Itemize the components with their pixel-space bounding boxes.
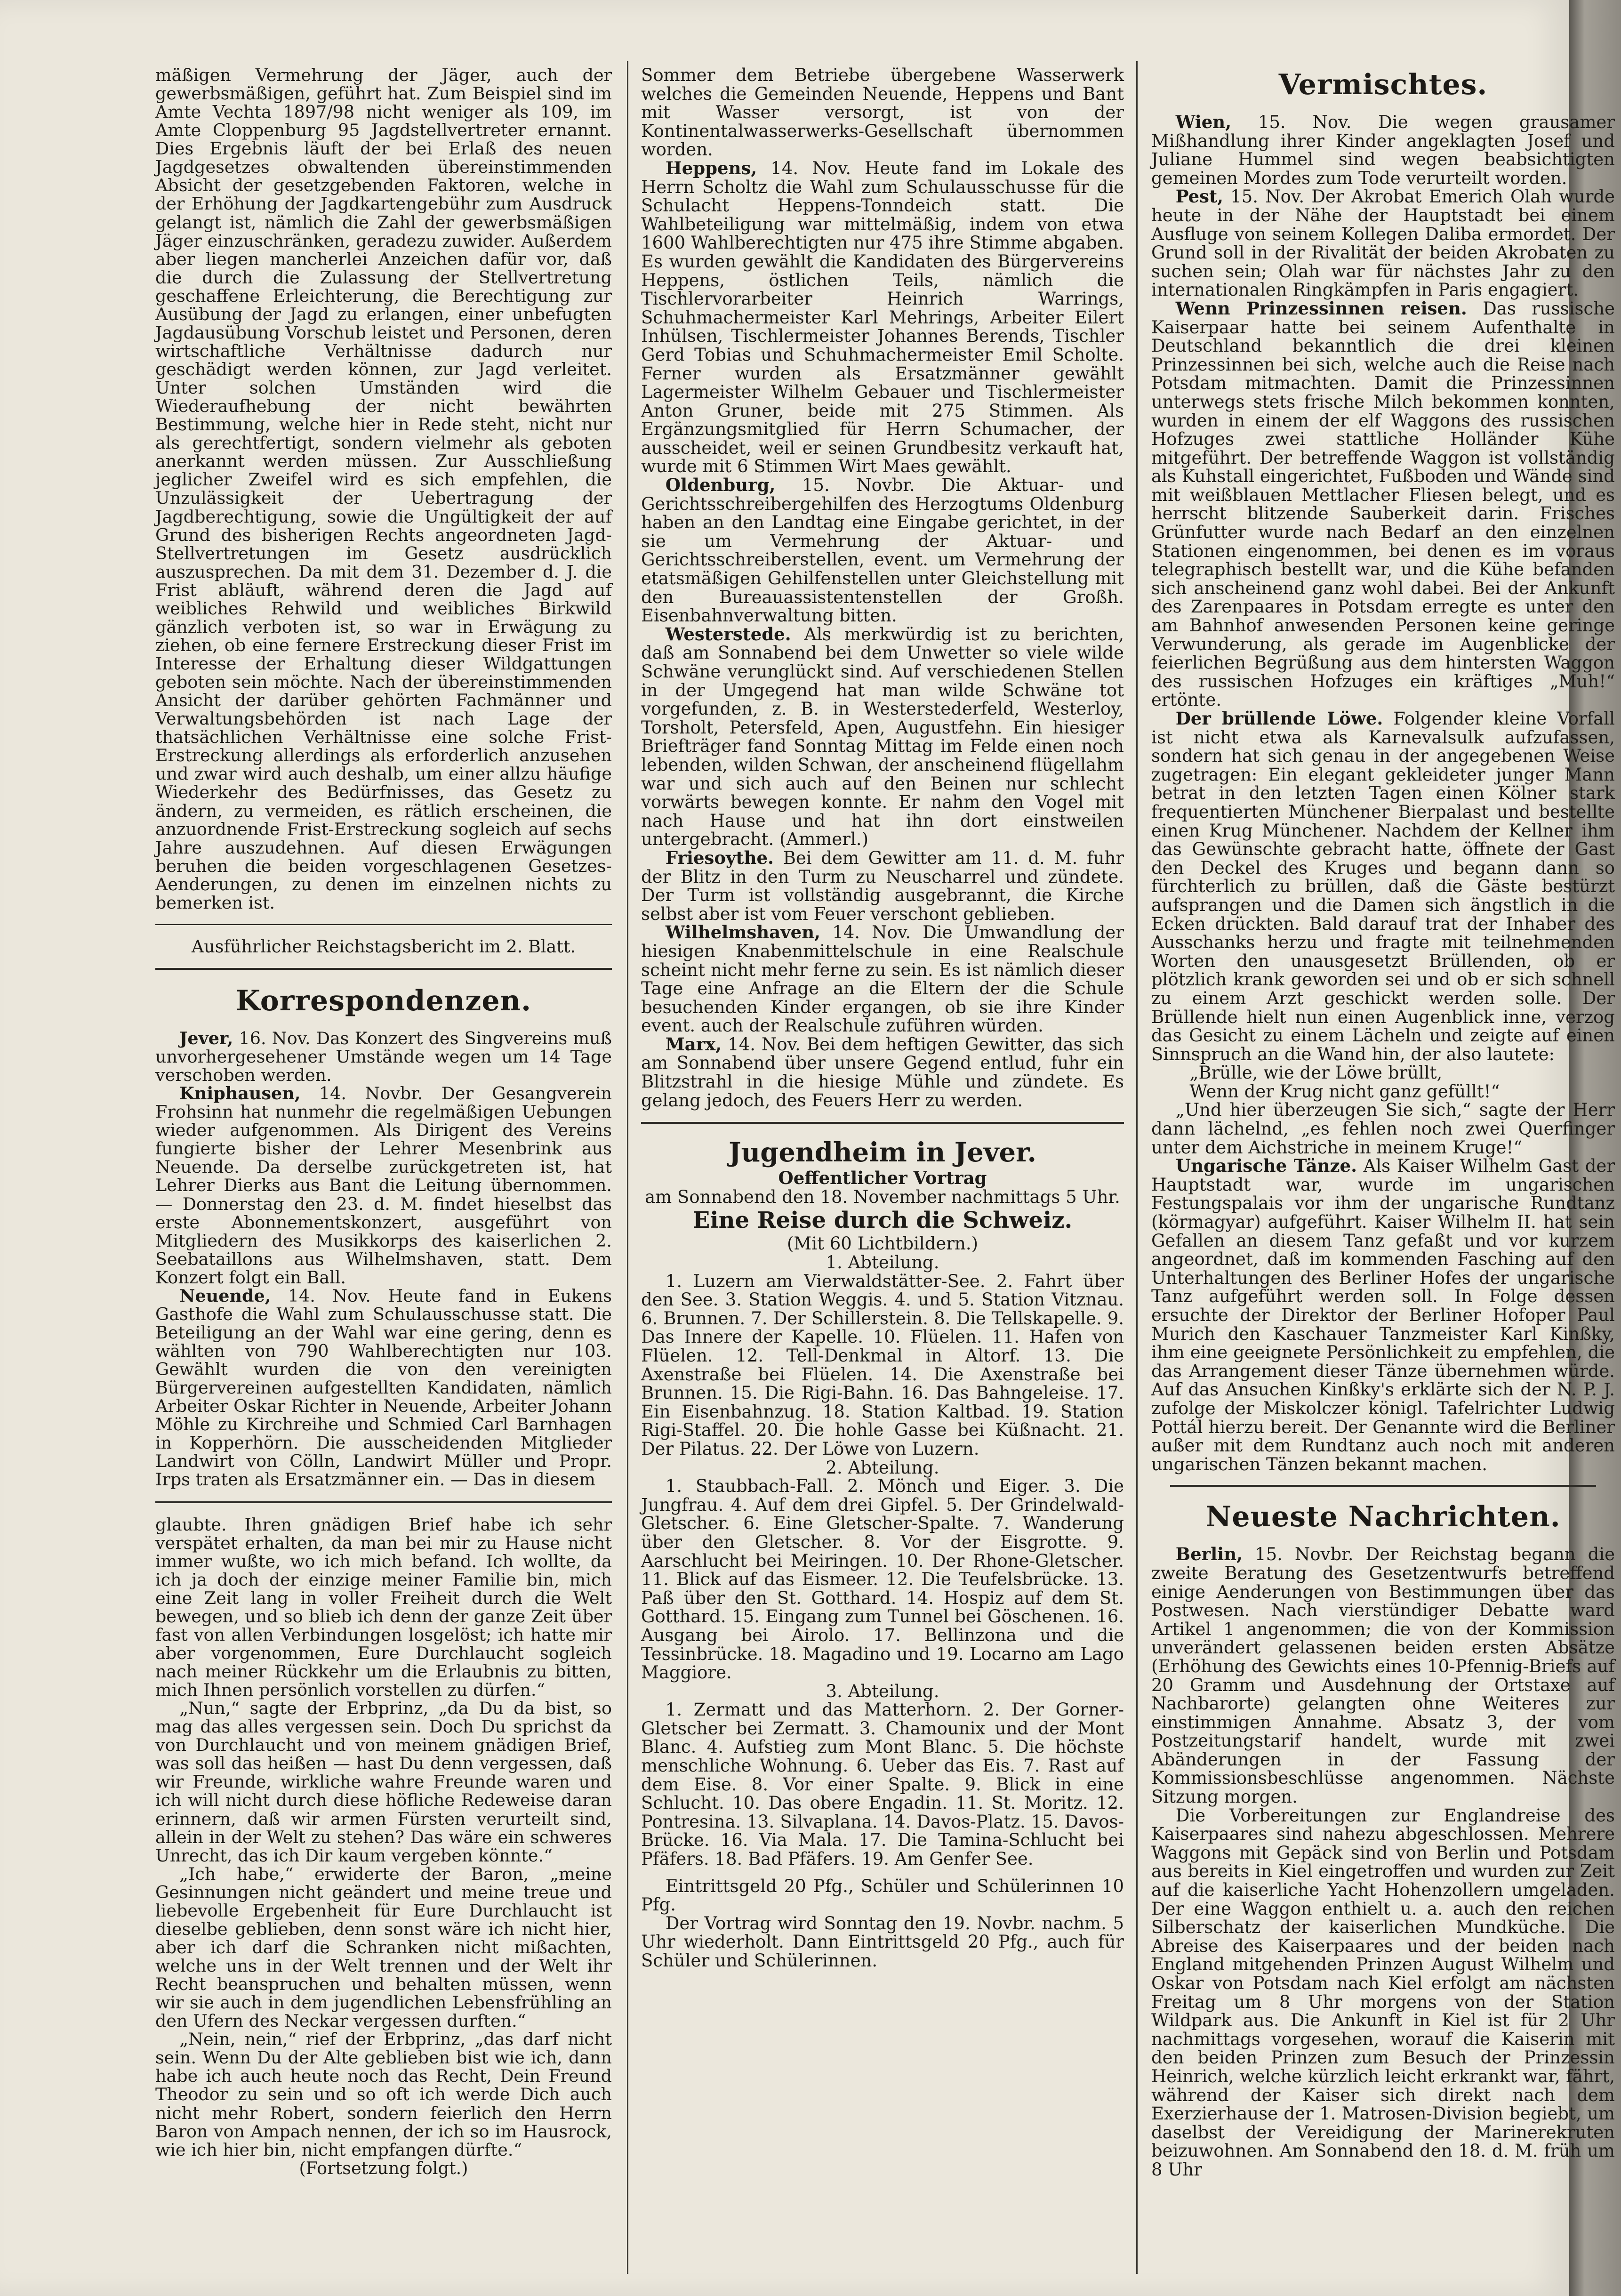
dateline: Kniphausen, xyxy=(179,1083,301,1104)
section-label: 3. Abteilung. xyxy=(826,1681,939,1701)
section-heading-korrespondenzen: Korrespondenzen. xyxy=(235,984,532,1017)
dateline: Heppens, xyxy=(665,157,757,178)
dateline: Pest, xyxy=(1175,186,1223,207)
item-text: Folgender kleine Vorfall ist nicht etwa als Karnevalsulk aufzufassen, sondern hat sich genau in der angegebenen Weise zugetragen: Ein elegant gekleideter junger Mann betrat in den letzten Tagen einen Kölner stark frequentierten Münchener Bierpalast und bestellte einen Krug Münchener. Nachdem der Kellner ihm das Gewünschte gebracht hatte, öffnete der Gast den Deckel des Kruges und begann dann so fürchterlich zu brüllen, daß die Gäste bestürzt aufsprangen und die Damen sich ängstlich in die Ecken drückten. Bald darauf trat der Inhaber des Ausschanks herzu und fragte mit teilnehmenden Worten den unausgesetzt Brüllenden, ob er plötzlich krank geworden sei und ob er sich schnell zu einem Arzt geschickt werden solle. Der Brüllende hielt nun einen Augenblick inne, verzog das Gesicht zu einem Lächeln und zeigte auf einen Sinnspruch an die Wand hin, der also lautete: xyxy=(1151,709,1615,1064)
section-heading-vermischtes: Vermischtes. xyxy=(1278,68,1488,101)
ad-subtitle: Oeffentlicher Vortrag xyxy=(778,1168,987,1189)
column-rule xyxy=(1136,61,1138,2274)
serial-paragraph: „Nun,“ sagte der Erbprinz, „da Du da bist, so mag das alles vergessen sein. Doch Du sprichst da von Durchlaucht und von meinem gnädigen Brief, was soll das heißen — hast Du denn vergessen, daß wir Freunde, wirkliche wahre Freunde waren und ich will nicht durch diese höfliche Redeweise daran erinnern, daß wir armen Fürsten verurteilt sind, allein in der Welt zu stehen? Das wäre ein schweres Unrecht, das ich Dir kaum vergeben könnte.“ xyxy=(155,1698,612,1866)
divider xyxy=(155,1501,612,1503)
item-prinzessinnen xyxy=(1151,299,1615,709)
report-wilhelmshaven xyxy=(641,923,1124,1035)
report-text: 16. Nov. Das Konzert des Singvereins muß unvorhergesehener Umstände wegen um 14 Tage verschoben werden. xyxy=(155,1028,612,1086)
item-pest xyxy=(1151,187,1615,299)
report-text: 14. Novbr. Der Gesangverein Frohsinn hat nunmehr die regelmäßigen Uebungen wieder aufgenommen. Als Dirigent des Vereins fungierte bisher der Lehrer Mesenbrink aus Neuende. Da derselbe zurückgetreten ist, hat Lehrer Dierks aus Bant die Leitung übernommen. — Donnerstag den 23. d. M. findet hieselbst das erste Abonnementskonzert, ausgeführt von Mitgliedern des Musikkorps des kaiserlichen 2. Seebataillons aus Wilhelmshaven, statt. Dem Konzert folgt ein Ball. xyxy=(155,1083,612,1288)
column-rule xyxy=(627,61,628,2274)
ad-main-title: Eine Reise durch die Schweiz. xyxy=(692,1207,1073,1234)
dateline: Marx, xyxy=(665,1033,722,1055)
verse-line: „Brülle, wie der Löwe brüllt, xyxy=(1189,1063,1443,1083)
ad-date: am Sonnabend den 18. November nachmittags 5 Uhr. xyxy=(645,1186,1120,1207)
report-text: Als merkwürdig ist zu berichten, daß am Sonnabend bei dem Unwetter so viele wilde Schwäne verunglückt sind. Auf verschiedenen Stellen in der Umgegend hat man wilde Schwäne tot vorgefunden, z. B. in Westerstederfeld, Westerloy, Torsholt, Petersfeld, Apen, Augustfehn. Ein hiesiger Briefträger fand Sonntag Mittag im Felde einen noch lebenden, wilden Schwan, der anscheinend flügellahm war und sich auch auf den Beinen nur schlecht vorwärts bewegen konnte. Er nahm den Vogel mit nach Hause und hat ihn dort einstweilen untergebracht. (Ammerl.) xyxy=(641,624,1124,850)
dateline: Wilhelmshaven, xyxy=(665,922,820,943)
dateline: Der brüllende Löwe. xyxy=(1175,708,1383,729)
news-text: Die Vorbereitungen zur Englandreise des Kaiserpaares sind nahezu abgeschlossen. Mehrere Waggons mit Gepäck sind von Berlin und Potsdam aus bereits in Kiel eingetroffen und wurden zur Zeit auf die kaiserliche Yacht Hohenzollern umgeladen. Der eine Waggon enthielt u. a. auch den reichen Silberschatz der kaiserlichen Mundküche. Die Abreise des Kaiserpaares und der beiden nach England mitgehenden Prinzen August Wilhelm und Oskar von Potsdam nach Kiel erfolgt am nächsten Freitag um 8 Uhr morgens von der Station Wildpark aus. Die Ankunft in Kiel ist für 2 Uhr nachmittags vorgesehen, worauf die Kaiserin mit den beiden Prinzen zum Besuch der Prinzessin Heinrich, welche kürzlich leicht erkrankt war, fährt, während der Kaiser sich direkt nach dem Exerzierhause der 1. Matrosen-Division begiebt, um daselbst der Vereidigung der Marinerekruten beizuwohnen. Am Sonnabend den 18. d. M. früh um 8 Uhr xyxy=(1151,1805,1615,2180)
report-text: 14. Nov. Heute fand im Lokale des Herrn Scholtz die Wahl zum Schulausschusse für die Schulacht Heppens-Tonndeich statt. Die Wahlbeteiligung war mittelmäßig, indem von etwa 1600 Wahlberechtigten nur 475 ihre Stimme abgaben. Es wurden gewählt die Kandidaten des Bürgervereins Heppens, östlichen Teils, nämlich die Tischlervorarbeiter Heinrich Warrings, Schuhmachermeister Karl Mehrings, Arbeiter Eilert Inhülsen, Tischlermeister Johannes Berends, Tischler Gerd Tobias und Schuhmachermeister Emil Scholte. Ferner wurden als Ersatzmänner gewählt Lagermeister Wilhelm Gebauer und Tischlermeister Anton Gruner, beide mit 275 Stimmen. Als Ergänzungsmitglied für Herrn Schumacher, der ausscheidet, weil er seinen Grundbesitz verkauft hat, wurde mit 6 Stimmen Wirt Maes gewählt. xyxy=(641,158,1124,477)
report-heppens xyxy=(641,159,1124,476)
item-text: 15. Nov. Die wegen grausamer Mißhandlung ihrer Kinder angeklagten Josef und Juliane Hummel sind wegen beabsichtigten gemeinen Mordes zum Tode verurteilt worden. xyxy=(1151,112,1615,188)
report-kniphausen xyxy=(155,1084,612,1287)
item-loewe xyxy=(1151,709,1615,1063)
ad-images-note: (Mit 60 Lichtbildern.) xyxy=(786,1233,979,1254)
divider xyxy=(641,1122,1124,1124)
report-jever xyxy=(155,1029,612,1084)
item-text: Als Kaiser Wilhelm Gast der Hauptstadt war, wurde im ungarischen Festungspalais vor ihm der ungarische Rundtanz (körmagyar) aufgeführt. Kaiser Wilhelm II. hat sein Gefallen an diesem Tanz gefaßt und vor kurzem angeordnet, daß im kommenden Fasching auf den Unterhaltungen des Berliner Hofes der ungarische Tanz aufgeführt werden soll. In Folge dessen ersuchte der Direktor der Berliner Hofoper Paul Murich den Kaschauer Tanzmeister Karl Kinßky, ihm eine geeignete Persönlichkeit zu empfehlen, die das Arrangement dieser Tänze übernehmen würde. Auf das Ansuchen Kinßky's erklärte sich der N. P. J. zufolge der Miskolczer königl. Tafelrichter Ludwig Pottál hierzu bereit. Der Genannte wird die Berliner außer mit dem Rundtanz auch noch mit anderen ungarischen Tänzen bekannt machen. xyxy=(1151,1156,1615,1474)
serial-paragraph: glaubte. Ihren gnädigen Brief habe ich sehr verspätet erhalten, da man bei mir zu Hause nicht immer wußte, wo ich mich befand. Ich wollte, da ich ja doch der einzige meiner Familie bin, mich eine Zeit lang in voller Freiheit durch die Welt bewegen, und so blieb ich denn der ganze Zeit über fast von allen Verbindungen losgelöst; ich hatte mir aber vorgenommen, Eure Durchlaucht sogleich nach meiner Rückkehr um die Erlaubnis zu bitten, mich Ihnen persönlich vorstellen zu dürfen.“ xyxy=(155,1514,612,1700)
report-text: 14. Nov. Heute fand in Eukens Gasthofe die Wahl zum Schulausschusse statt. Die Beteiligung an der Wahl war eine gering, denn es wählten von 790 Wahlberechtigten nur 103. Gewählt wurden die von den vereinigten Bürgervereinen aufgestellten Kandidaten, nämlich Arbeiter Oskar Richter in Neuende, Arbeiter Johann Möhle zu Kirchreihe und Schmied Carl Barnhagen in Kopperhörn. Die ausscheidenden Mitglieder Landwirt von Cölln, Landwirt Müller und Propr. Irps traten als Ersatzmänner ein. — Das in diesem xyxy=(155,1285,612,1490)
divider xyxy=(1170,1485,1596,1487)
section-label: 2. Abteilung. xyxy=(826,1457,939,1478)
report-marx xyxy=(641,1035,1124,1110)
article-jagdgesetz-text: mäßigen Vermehrung der Jäger, auch der gewerbsmäßigen, geführt hat. Zum Beispiel sind im Amte Vechta 1897/98 nicht weniger als 109, im Amte Cloppenburg 95 Jagdstellvertreter ernannt. Dies Ergebnis läuft der bei Erlaß des neuen Jagdgesetzes obwaltenden übereinstimmenden Absicht der gesetzgebenden Faktoren, welche in der Erhöhung der Jagdkartengebühr zum Ausdruck gelangt ist, nämlich die Zahl der gewerbsmäßigen Jäger einzuschränken, geradezu zuwider. Außerdem aber liegen mancherlei Anzeichen dafür vor, daß die durch die Zulassung der Stellvertretung geschaffene Erleichterung, die Berechtigung zur Ausübung der Jagd zu erlangen, einer unbefugten Jagdausübung Vorschub leistet und Personen, deren wirtschaftliche Verhältnisse dadurch nur geschädigt werden können, zur Jagd verleitet. Unter solchen Umständen wird die Wiederaufhebung der nicht bewährten Bestimmung, welche hier in Rede steht, nicht nur als gerechtfertigt, sondern vielmehr als geboten anerkannt werden müssen. Zur Ausschließung jeglicher Zweifel wird es sich empfehlen, die Unzulässigkeit der Uebertragung der Jagdberechtigung, sowie die Ungültigkeit der auf Grund des bisherigen Rechts angeordneten Jagd-Stellvertretungen im Gesetz ausdrücklich auszusprechen. Da mit dem 31. Dezember d. J. die Frist abläuft, während deren die Jagd auf weibliches Rehwild und weibliches Birkwild gänzlich verboten ist, so war in Erwägung zu ziehen, ob eine fernere Erstreckung dieser Frist im Interesse der Erhaltung dieser Wildgattungen geboten sein möchte. Nach der übereinstimmenden Ansicht der darüber gehörten Fachmänner und Verwaltungsbehörden ist nach Lage der thatsächlichen Verhältnisse eine solche Frist-Erstreckung allerdings als erforderlich anzusehen und zwar wird auch deshalb, um einer allzu häufige Wiederkehr des Bedürfnisses, das Gesetz zu ändern, zu vermeiden, es rätlich erscheinen, die anzuordnende Frist-Erstreckung sogleich auf sechs Jahre auszudehnen. Auf diesen Erwägungen beruhen die beiden vorgeschlagenen Gesetzes-Aenderungen, zu denen im einzelnen nichts zu bemerken ist. xyxy=(155,65,612,913)
report-westerstede xyxy=(641,625,1124,849)
item-ungarische-taenze xyxy=(1151,1157,1615,1474)
dateline: Oldenburg, xyxy=(665,475,776,496)
column-right xyxy=(1151,66,1615,2179)
column-left xyxy=(155,66,612,2177)
item-wien xyxy=(1151,113,1615,187)
report-neuende xyxy=(155,1287,612,1489)
report-text: 14. Nov. Bei dem heftigen Gewitter, das sich am Sonnabend über unsere Gegend entlud, fuhr ein Blitzstrahl in die hiesige Mühle und zündete. Es gelang jedoch, des Feuers Herr zu werden. xyxy=(641,1034,1124,1111)
section-heading-neueste-nachrichten: Neueste Nachrichten. xyxy=(1205,1500,1561,1534)
report-text: Bei dem Gewitter am 11. d. M. fuhr der Blitz in den Turm zu Neuscharrel und zündete. Der Turm ist vollständig ausgebrannt, die Kirche selbst aber ist vom Feuer verschont geblieben. xyxy=(641,847,1124,924)
divider xyxy=(155,968,612,970)
item-text: Das russische Kaiserpaar hatte bei seinem Aufenthalte in Deutschland bekanntlich die drei kleinen Prinzessinnen bei sich, welche auch die Reise nach Potsdam mitmachten. Damit die Prinzessinnen unterwegs stets frische Milch bekommen konnten, wurden in einem der elf Waggons des russischen Hofzuges zwei stattliche Holländer Kühe mitgeführt. Der betreffende Waggon ist vollständig als Kuhstall eingerichtet, Fußboden und Wände sind mit weißblauen Mettlacher Fliesen belegt, und es herrscht blitzende Sauberkeit darin. Frisches Grünfutter wurde nach Bedarf an den einzelnen Stationen eingenommen, bei denen es im voraus telegraphisch bestellt war, und die Kühe befanden sich anscheinend ganz wohl dabei. Bei der Ankunft des Zarenpaares in Potsdam erregte es unter den am Bahnhof anwesenden Personen keine geringe Verwunderung, als gerade im Augenblicke der feierlichen Begrüßung aus dem hintersten Waggon des russischen Hofzuges ein kräftiges „Muh!“ ertönte. xyxy=(1151,298,1615,710)
dateline: Wien, xyxy=(1175,112,1232,132)
dateline: Wenn Prinzessinnen reisen. xyxy=(1175,298,1467,319)
report-text: Sommer dem Betriebe übergebene Wasserwerk welches die Gemeinden Neuende, Heppens und Bant mit Wasser versorgt, ist von der Kontinentalwasserwerks-Gesellschaft übernommen worden. xyxy=(641,65,1124,160)
item-text: 15. Nov. Der Akrobat Emerich Olah wurde heute in der Nähe der Hauptstadt bei einem Ausfluge von seinem Kollegen Daliba ermordet. Der Grund soll in der Rivalität der beiden Akrobaten zu suchen sein; Olah war für nächstes Jahr zu den internationalen Ringkämpfen in Paris engagiert. xyxy=(1151,186,1615,300)
programme-list: 1. Staubbach-Fall. 2. Mönch und Eiger. 3. Die Jungfrau. 4. Auf dem drei Gipfel. 5. Der Grindelwald-Gletscher. 6. Eine Gletscher-Spalte. 7. Wanderung über den Gletscher. 8. Vor der Eisgrotte. 9. Aarschlucht bei Meiringen. 10. Der Rhone-Gletscher. 11. Blick auf das Eismeer. 12. Die Teufelsbrücke. 13. Paß über den St. Gotthard. 14. Hospiz auf dem St. Gotthard. 15. Eingang zum Tunnel bei Göschenen. 16. Ausgang bei Airolo. 17. Bellinzona und die Tessinbrücke. 18. Magadino und 19. Locarno am Lago Maggiore. xyxy=(641,1476,1124,1683)
dateline: Ungarische Tänze. xyxy=(1175,1155,1357,1176)
news-berlin xyxy=(1151,1545,1615,1806)
ad-repeat: Der Vortrag wird Sonntag den 19. Novbr. nachm. 5 Uhr wiederholt. Dann Eintrittsgeld 20 Pfg., auch für Schüler und Schülerinnen. xyxy=(641,1913,1124,1971)
report-text: 14. Nov. Die Umwandlung der hiesigen Knabenmittelschule in eine Realschule scheint nicht mehr ferne zu sein. Es ist nämlich dieser Tage eine Anfrage an die Eltern der die Schule besuchenden Kinder ergangen, ob sie ihre Kinder event. auch der Realschule zuführen würden. xyxy=(641,922,1124,1036)
continuation-note: (Fortsetzung folgt.) xyxy=(299,2158,468,2178)
verse-line: Wenn der Krug nicht ganz gefüllt!“ xyxy=(1189,1081,1500,1102)
spacer xyxy=(641,1869,1124,1877)
report-friesoythe xyxy=(641,849,1124,923)
section-label: 1. Abteilung. xyxy=(826,1252,939,1273)
dateline: Friesoythe. xyxy=(665,847,774,868)
reichstag-note: Ausführlicher Reichstagsbericht im 2. Blatt. xyxy=(191,936,576,957)
programme-list: 1. Zermatt und das Matterhorn. 2. Der Gorner-Gletscher bei Zermatt. 3. Chamounix und der Mont Blanc. 4. Aufstieg zum Mont Blanc. 5. Die höchste menschliche Wohnung. 6. Ueber das Eis. 7. Rast auf dem Eise. 8. Vor einer Spalte. 9. Blick in eine Schlucht. 10. Das obere Engadin. 11. St. Moritz. 12. Pontresina. 13. Silvaplana. 14. Davos-Platz. 15. Davos-Brücke. 16. Via Mala. 17. Die Tamina-Schlucht bei Pfäfers. 18. Bad Pfäfers. 19. Am Genfer See. xyxy=(641,1700,1124,1869)
ad-price: Eintrittsgeld 20 Pfg., Schüler und Schülerinnen 10 Pfg. xyxy=(641,1876,1124,1915)
dateline: Westerstede. xyxy=(665,623,791,644)
item-text: „Und hier überzeugen Sie sich,“ sagte der Herr dann lächelnd, „es fehlen noch zwei Querfinger unter dem Aichstriche in meinem Kruge!“ xyxy=(1151,1100,1615,1158)
ad-title: Jugendheim in Jever. xyxy=(729,1137,1036,1168)
divider xyxy=(155,924,612,925)
dateline: Berlin, xyxy=(1175,1544,1243,1565)
dateline: Neuende, xyxy=(179,1285,271,1306)
news-text: 15. Novbr. Der Reichstag begann die zweite Beratung des Gesetzentwurfs betreffend einige Aenderungen von Bestimmungen über das Postwesen. Nach vierstündiger Debatte ward Artikel 1 angenommen; die von der Kommission unverändert gelassenen beiden ersten Absätze (Erhöhung des Gewichts eines 10-Pfennig-Briefs auf 20 Gramm und Ausdehnung der Ortstaxe auf Nachbarorte) gelangten ohne Weiteres zur einstimmigen Annahme. Absatz 3, der vom Postzeitungstarif handelt, wurde mit zwei Abänderungen in der Fassung der Kommissionsbeschlüsse angenommen. Nächste Sitzung morgen. xyxy=(1151,1544,1615,1807)
column-middle xyxy=(641,66,1124,1970)
dateline: Jever, xyxy=(179,1028,233,1048)
serial-paragraph: „Nein, nein,“ rief der Erbprinz, „das darf nicht sein. Wenn Du der Alte geblieben bist wie ich, dann habe ich auch heute noch das Recht, Dein Freund Theodor zu sein und so oft ich werde Dich auch nicht mehr Robert, sondern feierlich den Herrn Baron von Ampach nennen, der ich so im Hausrock, wie ich hier bin, nicht empfangen dürfte.“ xyxy=(155,2029,612,2160)
report-oldenburg xyxy=(641,476,1124,625)
programme-list: 1. Luzern am Vierwaldstätter-See. 2. Fahrt über den See. 3. Station Weggis. 4. und 5. Station Vitznau. 6. Brunnen. 7. Der Schillerstein. 8. Die Tellskapelle. 9. Das Innere der Kapelle. 10. Flüelen. 11. Hafen von Flüelen. 12. Tell-Denkmal in Altorf. 13. Die Axenstraße bei Flüelen. 14. Die Axenstraße bei Brunnen. 15. Die Rigi-Bahn. 16. Das Bahngeleise. 17. Ein Eisenbahnzug. 18. Station Kaltbad. 19. Station Rigi-Staffel. 20. Die hohle Gasse bei Küßnacht. 21. Der Pilatus. 22. Der Löwe von Luzern. xyxy=(641,1271,1124,1459)
report-text: 15. Novbr. Die Aktuar- und Gerichtsschreibergehilfen des Herzogtums Oldenburg haben an den Landtag eine Eingabe gerichtet, in der sie um Vermehrung der Aktuar- und Gerichtsschreiberstellen, event. um Vermehrung der etatsmäßigen Gehilfenstellen unter Gleichstellung mit den Bureauassistentenstellen der Großh. Eisenbahnverwaltung bitten. xyxy=(641,475,1124,626)
serial-paragraph: „Ich habe,“ erwiderte der Baron, „meine Gesinnungen nicht geändert und meine treue und liebevolle Ergebenheit für Eure Durchlaucht ist dieselbe geblieben, denn sonst wäre ich nicht hier, aber ich darf die Schranken nicht mißachten, welche uns in der Welt trennen und der Welt ihr Recht beanspruchen und behalten müssen, wenn wir sie auch in dem jugendlichen Lebensfrühling an den Ufern des Neckar vergessen durften.“ xyxy=(155,1863,612,2031)
